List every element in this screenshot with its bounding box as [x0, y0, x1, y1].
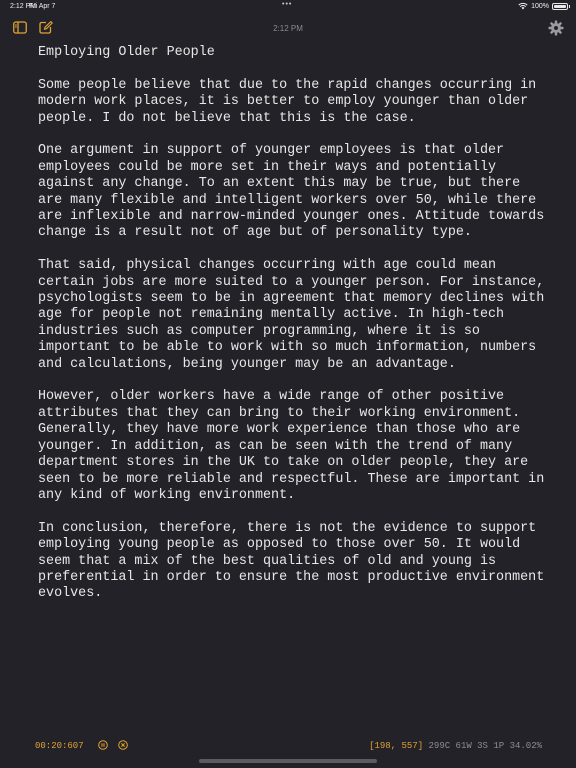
session-timer: 00:20:607: [35, 741, 84, 751]
status-bar: [0, 0, 576, 14]
document-stats: [369, 741, 542, 751]
document-title: Employing Older People: [38, 45, 215, 60]
battery-icon: [552, 3, 568, 10]
stop-icon[interactable]: [118, 740, 128, 750]
toolbar-time: 2:12 PM: [273, 24, 303, 33]
status-time: 2:12 PM: [10, 3, 37, 10]
char-count: 299C: [428, 741, 451, 751]
footer-bar: [0, 736, 576, 756]
battery-level: [554, 5, 566, 8]
paragraph: Some people believe that due to the rapid changes occurring in modern work places, it is better to employ younger than older people. I do not believe that this is the case.: [38, 77, 537, 126]
paragraph-count: 1P: [493, 741, 505, 751]
sentence-count: 3S: [477, 741, 488, 751]
toolbar: [0, 14, 576, 42]
paragraph: In conclusion, therefore, there is not the evidence to support employing young people as opposed to those over 50. It would seem that a mix of the best qualities of old and young is preferential in order to ensure the most productive environment evolves.: [38, 520, 545, 602]
text-editor[interactable]: [38, 45, 548, 619]
multitasking-dots[interactable]: •••: [282, 1, 293, 8]
cursor-position: [198, 557]: [369, 741, 424, 751]
progress-percentage: 34.02%: [509, 741, 542, 751]
battery-percentage: 100%: [531, 2, 549, 10]
status-date: Fri Apr 7: [29, 3, 56, 10]
gear-icon[interactable]: [548, 20, 564, 36]
paragraph: However, older workers have a wide range of other positive attributes that they can bring to their working environment. Generally, they have more work experience than those who are younger. In addition, as can be seen with the trend of many department stores in the UK to take on older people, they are seen to be more reliable and respectful. These are important in any kind of working environment.: [38, 389, 545, 503]
pause-icon[interactable]: [98, 740, 108, 750]
status-indicators: [518, 2, 568, 10]
wifi-icon: [518, 2, 528, 10]
home-indicator[interactable]: [199, 759, 377, 763]
word-count: 61W: [455, 741, 472, 751]
paragraph: One argument in support of younger employees is that older employees could be more set in their ways and potentially against any change. To an extent this may be true, but there are many flexible and intelligent workers over 50, while there are inflexible and narrow-minded younger ones. Attitude towards change is a result not of age but of personality type.: [38, 143, 545, 241]
paragraph: That said, physical changes occurring with age could mean certain jobs are more suited to a younger person. For instance, psychologists seem to be in agreement that memory declines with age for people not remaining mentally active. In high-tech industries such as computer programming, where it is so important to be able to work with so much information, numbers and calculations, being younger may be an advantage.: [38, 258, 545, 372]
